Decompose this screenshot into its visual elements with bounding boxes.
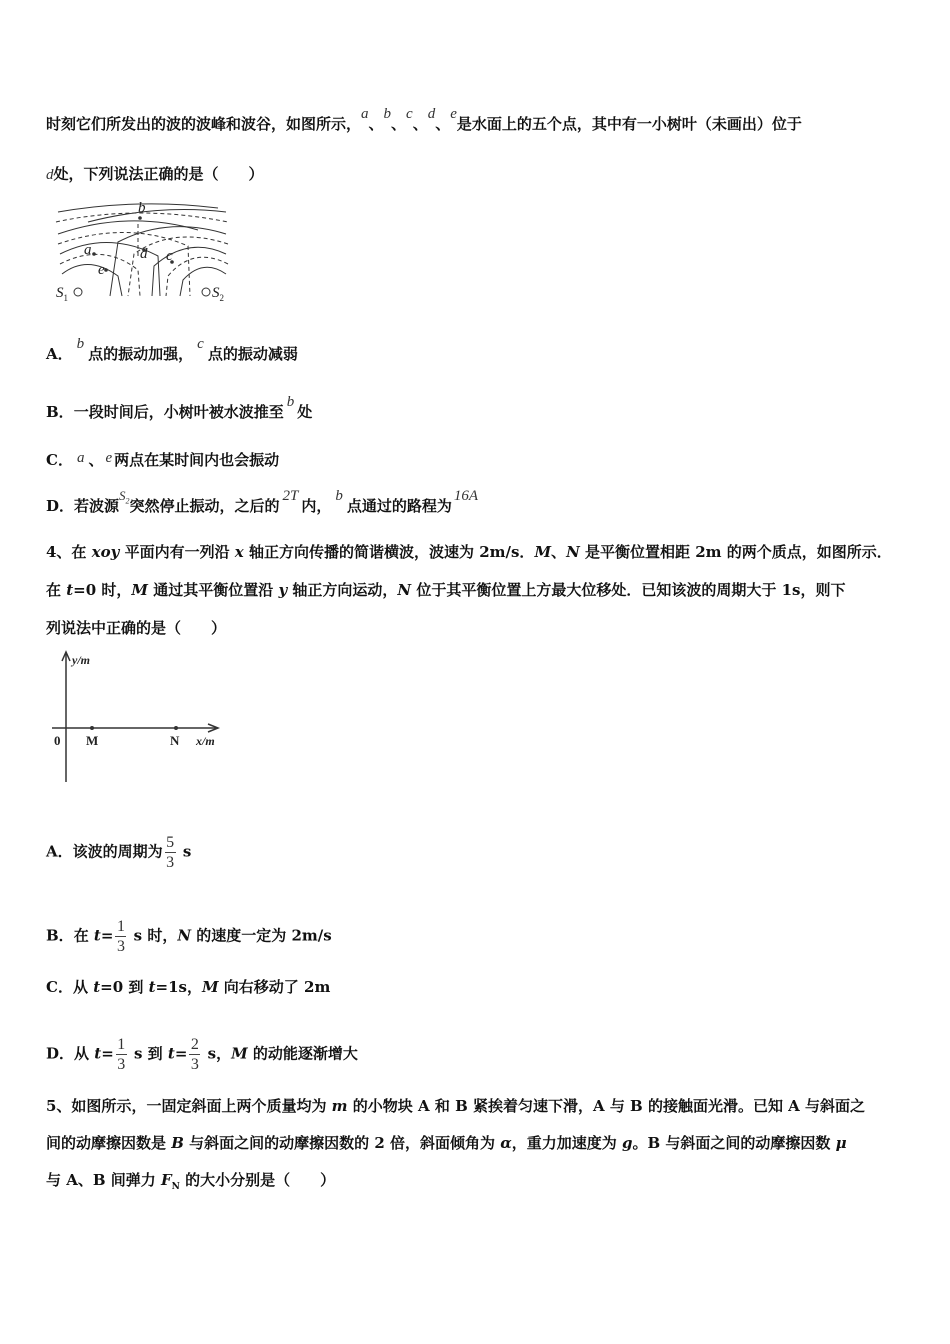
fraction-1-3: $\frac{1}{3}$ [117,1036,126,1073]
point-e-label: e [450,106,457,122]
point-n-label: N [170,733,180,748]
q4-option-b[interactable]: B．在 t= $\frac{1}{3}$ s 时，N 的速度一定为 2m/s [46,918,332,955]
q3-option-d[interactable]: D．若波源$S_2$突然停止振动，之后的2T内，b点通过的路程为16A [46,488,479,515]
fig-label-s1: $S_1$ [56,285,68,303]
q3-option-a[interactable]: A．b点的振动加强，c点的振动减弱 [46,336,298,363]
q3-option-b[interactable]: B．一段时间后，小树叶被水波推至b处 [46,394,313,421]
origin-label: 0 [54,733,61,748]
q3-intro-line1: 时刻它们所发出的波的波峰和波谷，如图所示，a、b、c、d、e是水面上的五个点，其中有一小树叶（未画出）位于 [46,106,802,133]
x-axis-label: x/m [196,734,215,748]
q4-option-d[interactable]: D．从 t= $\frac{1}{3}$ s 到 t= $\frac{2}{3}$ s，M 的动能逐渐增大 [46,1036,358,1073]
q3-wave-figure [48,196,238,308]
q4-stem-line3: 列说法中正确的是（ ） [46,619,227,637]
point-m-label: M [86,733,99,748]
q4-stem-line2: 在 t=0 时，M 通过其平衡位置沿 y 轴正方向运动，N 位于其平衡位置上方最大位移处．已知该波的周期大于 1s，则下 [46,581,846,599]
q4-stem-line1: 4、在 xoy 平面内有一列沿 x 轴正方向传播的简谐横波，波速为 2m/s．M、N 是平衡位置相距 2m 的两个质点，如图所示． [46,543,892,561]
fraction-5-3: $\frac{5}{3}$ [166,834,175,871]
point-a-label: a [361,106,369,122]
fig-label-c: c [166,248,173,264]
point-b-label: b [383,106,392,122]
fig-label-s2: $S_2$ [212,285,224,303]
q4-axes-figure [48,648,228,786]
fraction-1-3: $\frac{1}{3}$ [116,918,125,955]
q3-option-c[interactable]: C． a 、 e 两点在某时间内也会振动 [46,450,280,469]
q5-stem-line3: 与 A、B 间弹力 $F_N$ 的大小分别是（ ） [46,1171,336,1192]
point-d-label: d [427,106,436,122]
y-axis-label: y/m [72,653,90,667]
q5-stem-line2: 间的动摩擦因数是 B 与斜面之间的动摩擦因数的 2 倍，斜面倾角为 α，重力加速度为 g。B 与斜面之间的动摩擦因数 μ [46,1134,847,1152]
fig-label-e: e [98,262,105,278]
q5-stem-line1: 5、如图所示，一固定斜面上两个质量均为 m 的小物块 A 和 B 紧挨着匀速下滑，A 与 B 的接触面光滑。已知 A 与斜面之 [46,1097,866,1115]
q3-intro-end: 是水面上的五个点，其中有一小树叶（未画出）位于 [456,115,802,133]
fig-label-a: a [84,242,92,258]
fig-label-d: d [140,246,148,262]
q3-intro-start: 时刻它们所发出的波的波峰和波谷，如图所示， [46,115,362,133]
fraction-2-3: $\frac{2}{3}$ [190,1036,199,1073]
q4-option-c[interactable]: C．从 t=0 到 t=1s，M 向右移动了 2m [46,978,331,996]
fig-label-b: b [138,200,146,216]
point-c-label: c [406,106,413,122]
q4-option-a[interactable]: A．该波的周期为 $\frac{5}{3}$ s [46,834,192,871]
q3-intro-line2: d处，下列说法正确的是（ ） [46,165,264,183]
